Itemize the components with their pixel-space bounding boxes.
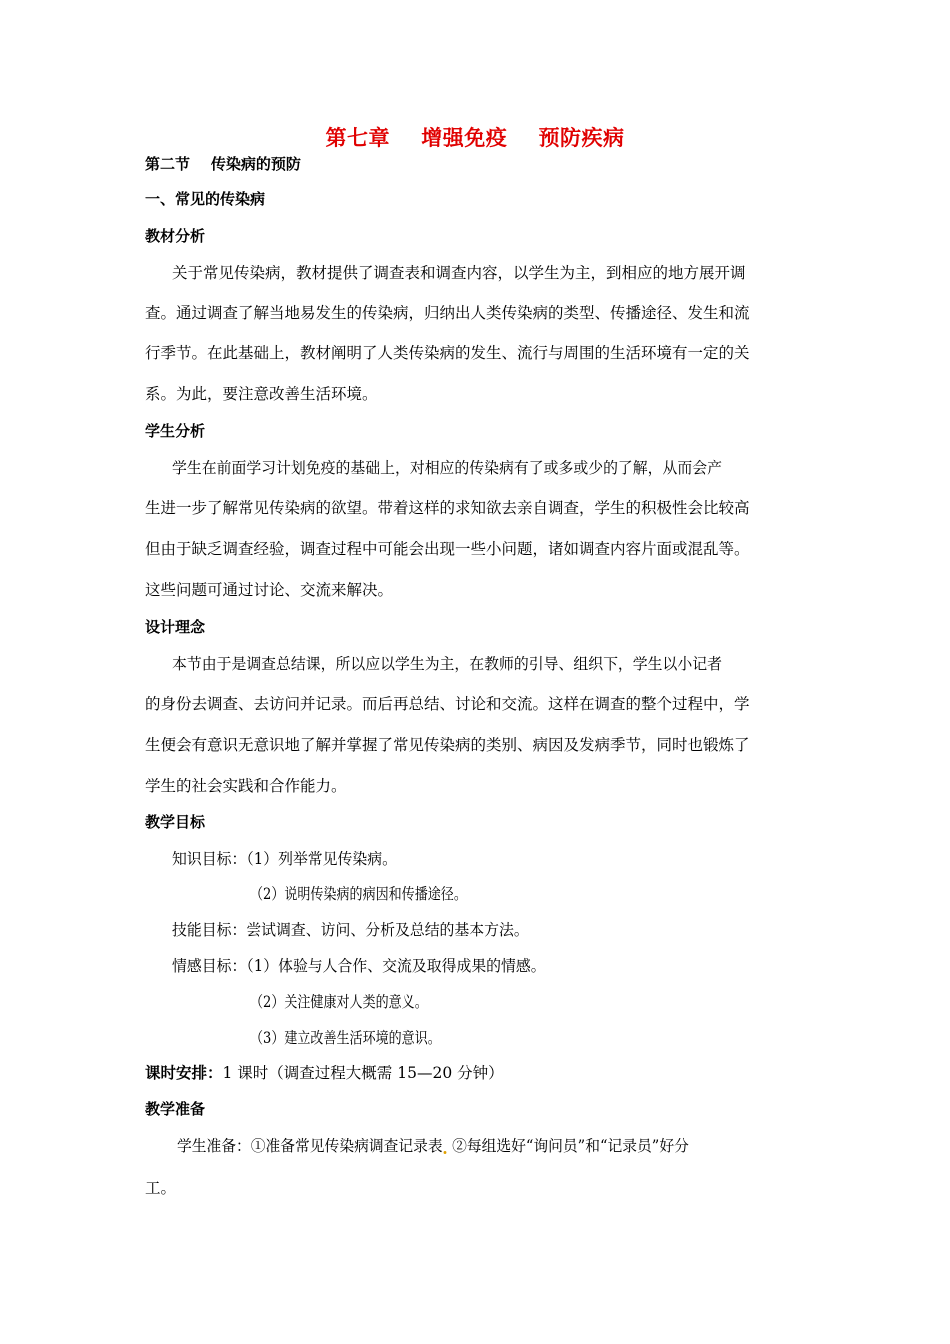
teaching-goals-heading: 教学目标	[145, 813, 206, 831]
paragraph-line: 但由于缺乏调查经验，调查过程中可能会出现一些小问题，诸如调查内容片面或混乱等。	[145, 540, 750, 558]
paragraph-line: 关于常见传染病，教材提供了调查表和调查内容，以学生为主，到相应的地方展开调	[172, 264, 746, 282]
paragraph-line: 生便会有意识无意识地了解并掌握了常见传染病的类别、病因及发病季节，同时也锻炼了	[145, 736, 750, 754]
schedule-text: 1 课时（调查过程大概需 15—20 分钟）	[222, 1064, 504, 1082]
paragraph-line: 的身份去调查、去访问并记录。而后再总结、讨论和交流。这样在调查的整个过程中，学	[145, 695, 750, 713]
goal-line: 知识目标：（1）列举常见传染病。	[172, 850, 398, 868]
textbook-analysis-heading: 教材分析	[145, 227, 206, 245]
chapter-title: 第七章 增强免疫 预防疾病	[325, 126, 625, 150]
paragraph-line: 学生在前面学习计划免疫的基础上，对相应的传染病有了或多或少的了解，从而会产	[172, 459, 723, 477]
preparation-line	[177, 1134, 807, 1156]
paragraph-line: 学生的社会实践和合作能力。	[145, 777, 347, 795]
goal-line: 技能目标：尝试调查、访问、分析及总结的基本方法。	[172, 921, 529, 939]
paragraph-line: 本节由于是调查总结课，所以应以学生为主，在教师的引导、组织下，学生以小记者	[172, 655, 723, 673]
design-concept-heading: 设计理念	[145, 618, 206, 636]
preparation-text-b: ②每组选好“询问员”和“记录员”好分	[447, 1137, 689, 1155]
schedule-label: 课时安排：	[145, 1064, 223, 1082]
preparation-line-2: 工。	[145, 1179, 177, 1197]
preparation-heading: 教学准备	[145, 1100, 206, 1118]
paragraph-line: 这些问题可通过讨论、交流来解决。	[145, 581, 394, 599]
goal-line: （2）关注健康对人类的意义。	[250, 993, 428, 1011]
goal-line: 情感目标：（1）体验与人合作、交流及取得成果的情感。	[172, 957, 546, 975]
paragraph-line: 行季节。在此基础上，教材阐明了人类传染病的发生、流行与周围的生活环境有一定的关	[145, 344, 750, 362]
paragraph-line: 查。通过调查了解当地易发生的传染病，归纳出人类传染病的类型、传播途径、发生和流	[145, 304, 750, 322]
schedule-line	[145, 1061, 807, 1083]
paragraph-line: 系。为此，要注意改善生活环境。	[145, 385, 378, 403]
goal-line: （3）建立改善生活环境的意识。	[250, 1029, 441, 1047]
goal-line: （2）说明传染病的病因和传播途径。	[250, 885, 467, 903]
subsection-heading: 一、常见的传染病	[145, 190, 266, 208]
section-heading: 第二节 传染病的预防	[145, 155, 301, 173]
student-analysis-heading: 学生分析	[145, 422, 206, 440]
highlight-dot	[444, 1151, 447, 1154]
paragraph-line: 生进一步了解常见传染病的欲望。带着这样的求知欲去亲自调查，学生的积极性会比较高	[145, 499, 750, 517]
preparation-text-a: 学生准备：①准备常见传染病调查记录表	[177, 1137, 443, 1155]
